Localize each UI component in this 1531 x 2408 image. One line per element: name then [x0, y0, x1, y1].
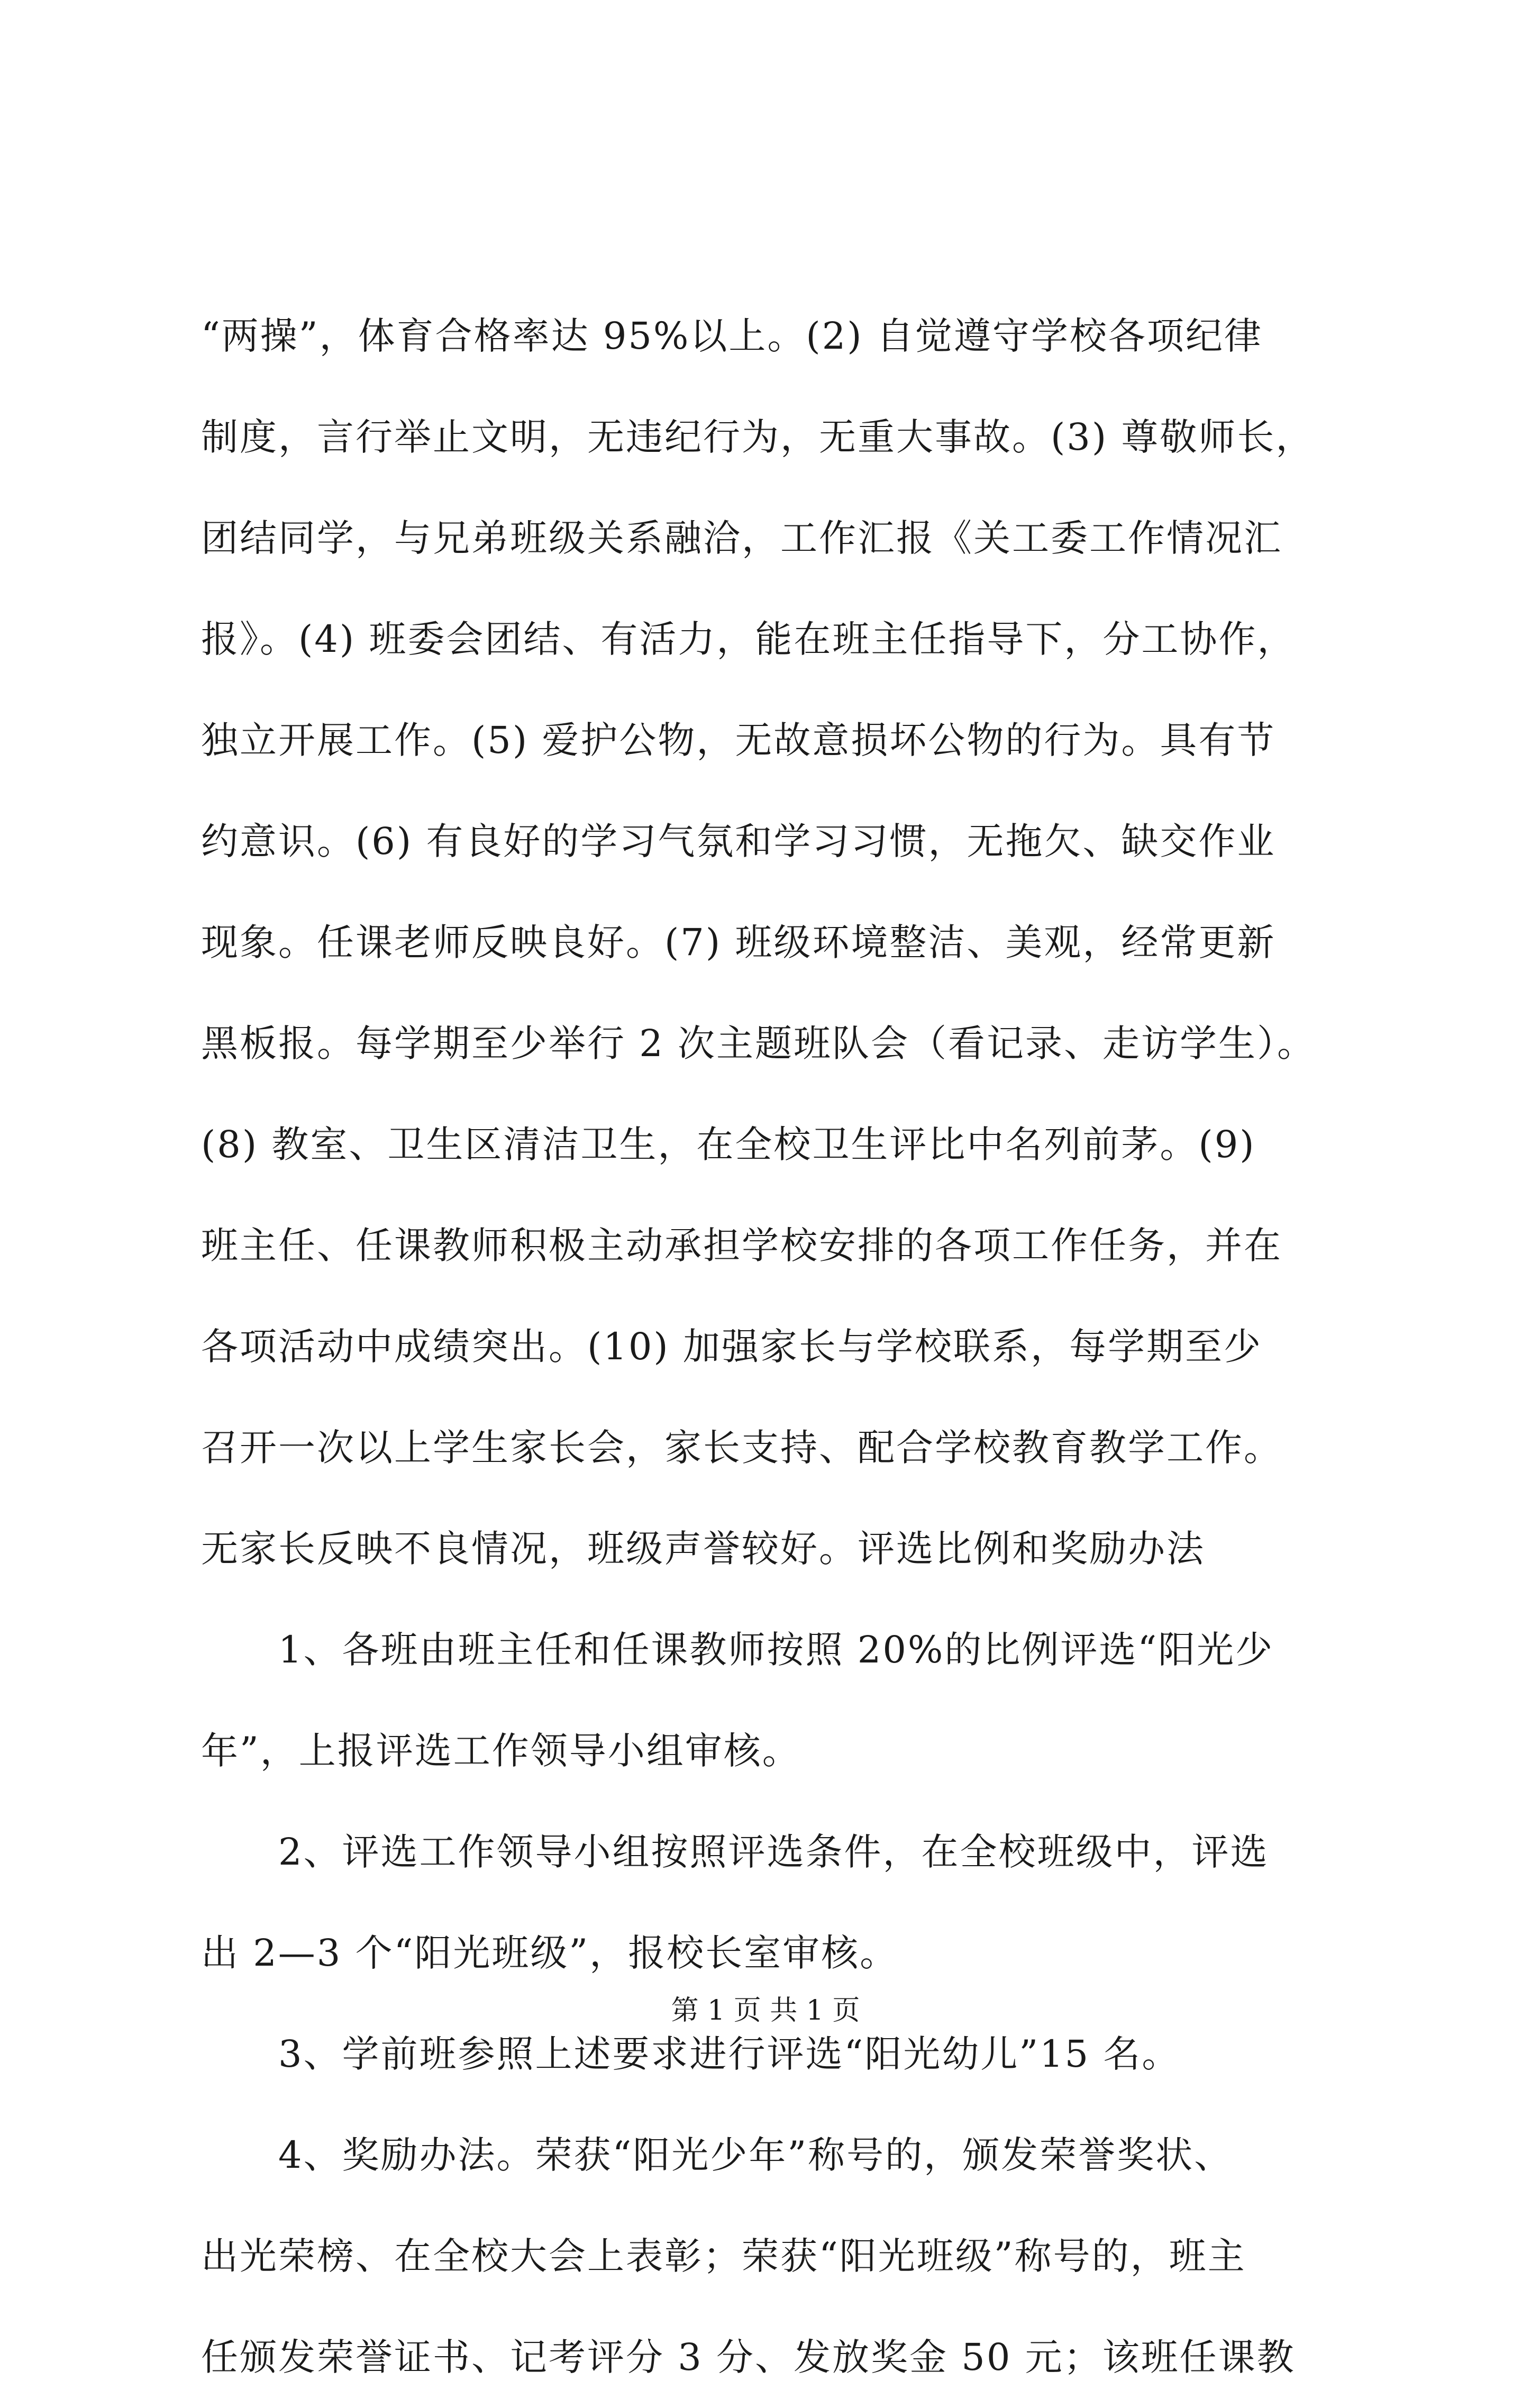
text-line: 各项活动中成绩突出。(10) 加强家长与学校联系，每学期至少 [201, 1325, 1262, 1368]
document-body [201, 286, 1349, 2408]
text-line: (8) 教室、卫生区清洁卫生，在全校卫生评比中名列前茅。(9) [201, 1123, 1256, 1166]
text-line: 出 2—3 个“阳光班级”，报校长室审核。 [201, 1931, 899, 1975]
text-line: 出光荣榜、在全校大会上表彰；荣获“阳光班级”称号的，班主 [201, 2234, 1246, 2278]
text-line: 3、学前班参照上述要求进行评选“阳光幼儿”15 名。 [201, 2032, 1181, 2076]
page-number-footer: 第 1 页 共 1 页 [671, 1995, 860, 2027]
text-line: 报》。(4) 班委会团结、有活力，能在班主任指导下，分工协作， [201, 617, 1296, 661]
text-line: 现象。任课老师反映良好。(7) 班级环境整洁、美观，经常更新 [201, 921, 1276, 964]
text-line: 召开一次以上学生家长会，家长支持、配合学校教育教学工作。 [201, 1426, 1282, 1469]
text-line: 制度，言行举止文明，无违纪行为，无重大事故。(3) 尊敬师长， [201, 415, 1315, 459]
text-line: 黑板报。每学期至少举行 2 次主题班队会（看记录、走访学生）。 [201, 1022, 1316, 1065]
text-line: 无家长反映不良情况，班级声誉较好。评选比例和奖励办法 [201, 1527, 1205, 1570]
text-line: 年”，上报评选工作领导小组审核。 [201, 1729, 801, 1773]
text-line: 1、各班由班主任和任课教师按照 20%的比例评选“阳光少 [201, 1628, 1274, 1671]
text-line: 2、评选工作领导小组按照评选条件，在全校班级中，评选 [201, 1830, 1269, 1874]
text-line: 4、奖励办法。荣获“阳光少年”称号的，颁发荣誉奖状、 [201, 2133, 1233, 2177]
text-line: 班主任、任课教师积极主动承担学校安排的各项工作任务，并在 [201, 1224, 1282, 1267]
text-line: 团结同学，与兄弟班级关系融洽，工作汇报《关工委工作情况汇 [201, 516, 1282, 560]
text-line: 独立开展工作。(5) 爱护公物，无故意损坏公物的行为。具有节 [201, 719, 1276, 762]
text-line: 任颁发荣誉证书、记考评分 3 分、发放奖金 50 元；该班任课教 [201, 2336, 1296, 2379]
text-line: “两操”，体育合格率达 95%以上。(2) 自觉遵守学校各项纪律 [201, 314, 1263, 358]
text-line: 约意识。(6) 有良好的学习气氛和学习习惯，无拖欠、缺交作业 [201, 820, 1276, 863]
